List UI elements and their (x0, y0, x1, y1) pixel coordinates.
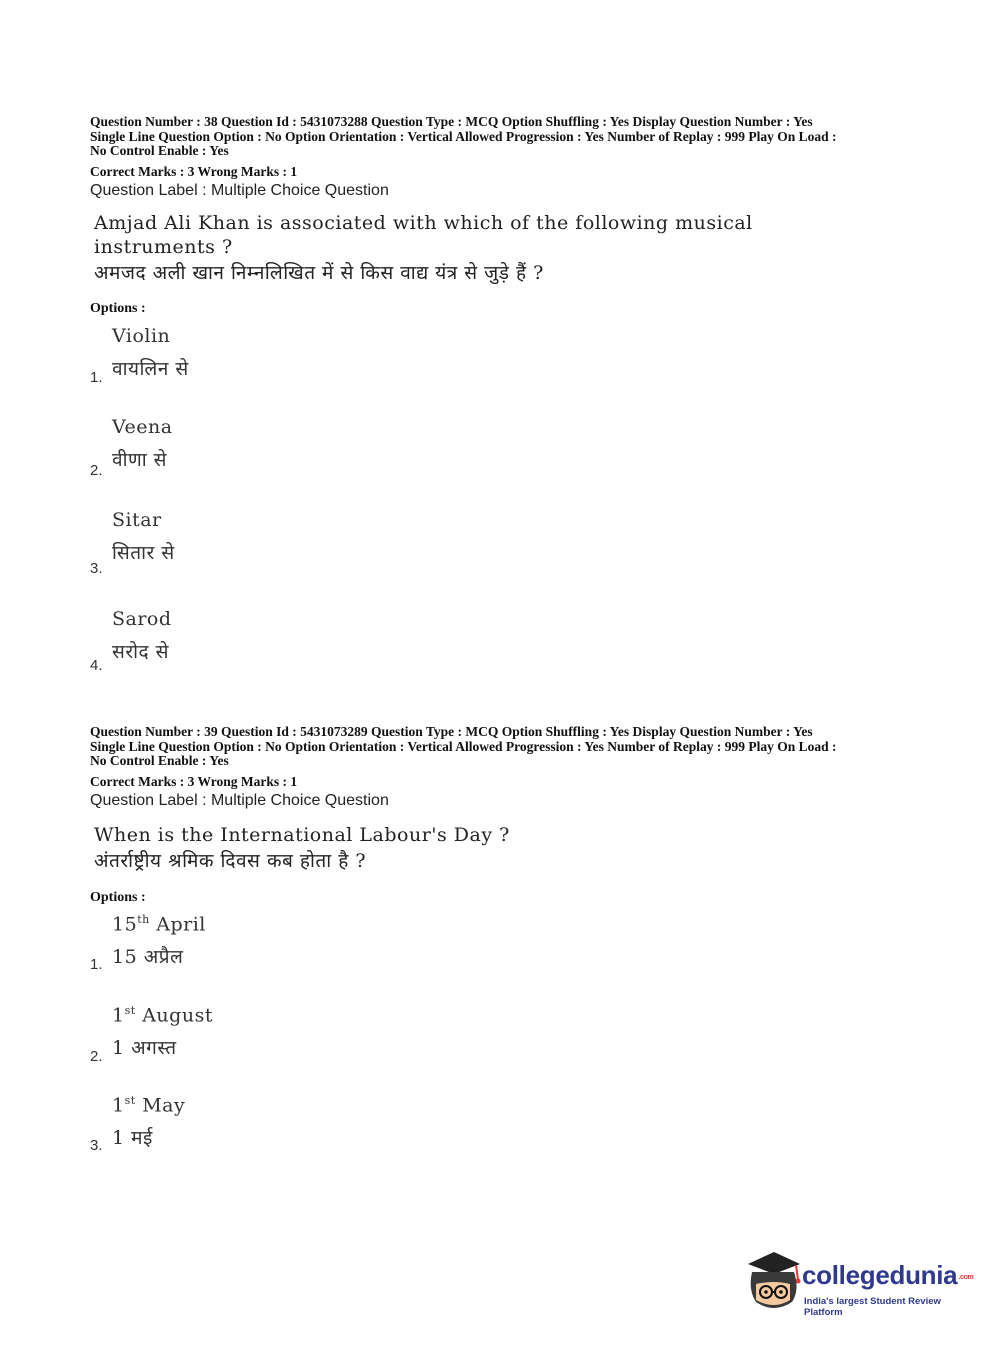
logo-com: .com (958, 1273, 974, 1281)
question-meta-line2: Single Line Question Option : No Option Orientation : Vertical Allowed Progression : Yes Number of Replay : 999 Play On Load : (90, 128, 837, 144)
option-date-month: August (135, 1004, 213, 1027)
question-38-header (90, 115, 920, 285)
options-title: Options : (90, 890, 146, 905)
option-number: 1. (90, 369, 103, 386)
question-meta-line1: Question Number : 38 Question Id : 5431073288 Question Type : MCQ Option Shuffling : Yes Display Question Number : Yes (90, 114, 813, 129)
option-item[interactable] (90, 509, 490, 579)
question-meta-line3: No Control Enable : Yes (90, 753, 229, 768)
question-meta-line2: Single Line Question Option : No Option Orientation : Vertical Allowed Progression : Yes Number of Replay : 999 Play On Load : (90, 738, 837, 754)
option-date-number: 1 (112, 1094, 125, 1117)
question-stem-english: When is the International Labour's Day ? (94, 823, 510, 846)
option-date-month: April (149, 913, 206, 936)
logo-tagline: India's largest Student Review Platform (804, 1296, 941, 1318)
option-text-hindi: सरोद से (112, 641, 170, 663)
option-date-suffix: st (124, 1094, 136, 1107)
option-date-suffix: th (137, 913, 150, 926)
question-label: Question Label : Multiple Choice Question (90, 791, 389, 809)
option-item[interactable] (90, 913, 490, 983)
option-text-english: Sitar (112, 509, 162, 531)
option-text-hindi: 1 अगस्त (112, 1037, 177, 1059)
option-item[interactable] (90, 608, 490, 678)
mascot-icon (742, 1250, 804, 1314)
option-text-english (112, 913, 206, 935)
options-title: Options : (90, 301, 146, 316)
collegedunia-logo (742, 1248, 972, 1318)
option-text-english (112, 1094, 185, 1116)
option-text-hindi: 1 मई (112, 1127, 153, 1149)
option-number: 2. (90, 462, 103, 479)
question-marks: Correct Marks : 3 Wrong Marks : 1 (90, 163, 298, 179)
option-text-hindi: वीणा से (112, 449, 168, 471)
logo-wordmark: collegedunia.com (802, 1260, 974, 1290)
option-number: 3. (90, 560, 103, 577)
question-stem-hindi: अंतर्राष्ट्रीय श्रमिक दिवस कब होता है ? (94, 849, 367, 872)
question-marks: Correct Marks : 3 Wrong Marks : 1 (90, 773, 298, 789)
option-text-english: Sarod (112, 608, 172, 630)
option-text-english: Veena (112, 416, 173, 438)
option-text-hindi: वायलिन से (112, 358, 189, 380)
option-date-number: 15 (112, 913, 138, 936)
option-number: 1. (90, 956, 103, 973)
question-stem-hindi: अमजद अली खान निम्नलिखित में से किस वाद्य यंत्र से जुड़े हैं ? (94, 261, 544, 284)
option-item[interactable] (90, 325, 490, 395)
question-meta-line3: No Control Enable : Yes (90, 143, 229, 158)
option-number: 2. (90, 1048, 103, 1065)
option-text-hindi: सितार से (112, 542, 175, 564)
option-item[interactable] (90, 1004, 490, 1074)
option-item[interactable] (90, 416, 490, 486)
option-item[interactable] (90, 1094, 490, 1164)
option-number: 3. (90, 1137, 103, 1154)
option-text-english (112, 1004, 213, 1026)
option-text-hindi: 15 अप्रैल (112, 946, 184, 968)
option-date-number: 1 (112, 1004, 125, 1027)
option-text-english: Violin (112, 325, 171, 347)
option-number: 4. (90, 657, 103, 674)
question-meta-line1: Question Number : 39 Question Id : 5431073289 Question Type : MCQ Option Shuffling : Yes Display Question Number : Yes (90, 724, 813, 739)
question-label: Question Label : Multiple Choice Question (90, 181, 389, 199)
question-39-header (90, 725, 920, 873)
option-date-suffix: st (124, 1004, 136, 1017)
option-date-month: May (135, 1094, 186, 1117)
question-stem-english: Amjad Ali Khan is associated with which of the following musical instruments ? (94, 211, 753, 258)
